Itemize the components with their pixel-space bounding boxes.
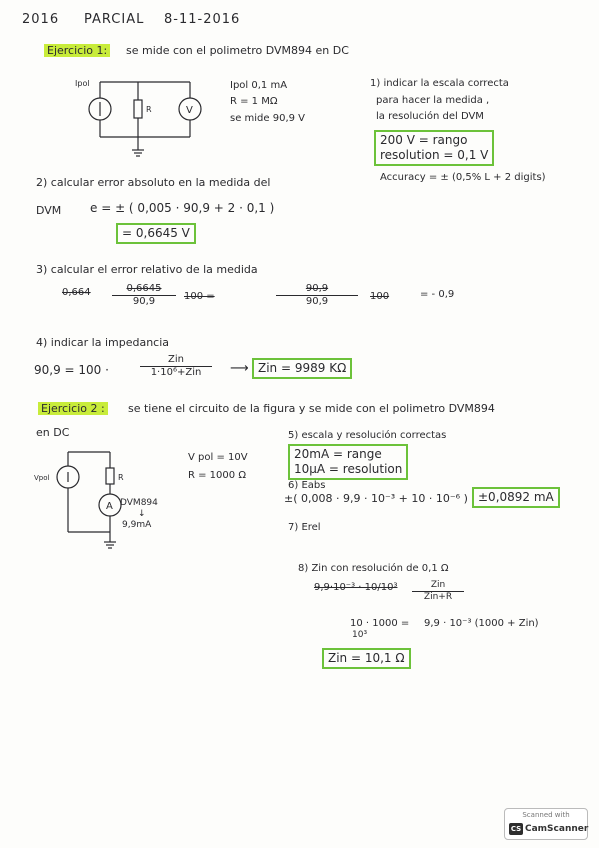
q3-mult-1: 100 = bbox=[184, 291, 215, 302]
q4-lhs: 90,9 = 100 · bbox=[34, 363, 109, 377]
answer-5-range: 20mA = range bbox=[294, 447, 382, 461]
q4-fraction bbox=[140, 354, 212, 379]
q8-question: 8) Zin con resolución de 0,1 Ω bbox=[298, 563, 449, 574]
scanner-brand: CamScanner bbox=[525, 824, 589, 834]
q3-result: = - 0,9 bbox=[420, 289, 455, 300]
q3-fraction-1-den: 90,9 bbox=[132, 296, 156, 307]
dvm-model: DVM894 bbox=[120, 498, 158, 508]
q3-fraction-2-num: 90,9 bbox=[276, 283, 358, 296]
q6-equation: ±( 0,008 · 9,9 · 10⁻³ + 10 · 10⁻⁶ ) bbox=[284, 492, 468, 505]
ej1-given-current: Ipol 0,1 mA bbox=[230, 80, 288, 91]
ej1-given-measurement: se mide 90,9 V bbox=[230, 113, 306, 124]
q6-question: 6) Eabs bbox=[288, 480, 326, 491]
ejercicio-1-tag: Ejercicio 1: bbox=[44, 44, 110, 57]
q3-fraction-1-num: 0,6645 bbox=[112, 283, 176, 296]
answer-6-box: ±0,0892 mA bbox=[472, 487, 560, 508]
q3-question: 3) calcular el error relativo de la medida bbox=[36, 263, 258, 276]
camscanner-watermark bbox=[504, 808, 588, 840]
q4-question: 4) indicar la impedancia bbox=[36, 336, 170, 349]
q3-fraction-2-den: 90,9 bbox=[305, 296, 329, 307]
answer-5-box bbox=[288, 444, 408, 480]
q4-fraction-num: Zin bbox=[140, 354, 212, 367]
q5-question: 5) escala y resolución correctas bbox=[288, 430, 447, 441]
camscanner-logo-icon: CS bbox=[510, 825, 522, 833]
dvm-arrow-icon: ↓ bbox=[138, 509, 146, 519]
circuit-1-source-label: Ipol bbox=[75, 79, 90, 88]
circuit-2-resistor-label: R bbox=[118, 473, 124, 482]
header-exam: PARCIAL bbox=[84, 12, 145, 27]
ej2-given-vpol: V pol = 10V bbox=[188, 452, 248, 463]
header-date: 8-11-2016 bbox=[164, 12, 241, 27]
accuracy-spec: Accuracy = ± (0,5% L + 2 digits) bbox=[380, 172, 546, 183]
q8-scratch-fraction bbox=[412, 580, 464, 603]
circuit-1-resistor-label: R bbox=[146, 105, 152, 114]
q8-scratch: 9,9·10⁻³ · 10/10³ bbox=[314, 582, 398, 593]
q3-mult-2: 100 bbox=[370, 291, 390, 302]
q1-line-2: para hacer la medida , bbox=[376, 95, 490, 106]
header-year: 2016 bbox=[22, 12, 60, 27]
scanner-label: Scanned with bbox=[522, 811, 570, 819]
ejercicio-2-tag: Ejercicio 2 : bbox=[38, 402, 108, 415]
q8-scratch-den: Zin+R bbox=[423, 592, 453, 602]
ejercicio-2-statement: se tiene el circuito de la figura y se mide con el polimetro DVM894 bbox=[128, 402, 495, 415]
dvm-reading: 9,9mA bbox=[122, 520, 152, 530]
circuit-diagram-1 bbox=[75, 72, 220, 172]
circuit-1-meter-label: V bbox=[186, 105, 193, 116]
ejercicio-2-statement-2: en DC bbox=[36, 426, 70, 439]
ej1-given-resistance: R = 1 MΩ bbox=[230, 96, 278, 107]
answer-5-resolution: 10μA = resolution bbox=[294, 462, 403, 476]
q8-rhs: 9,9 · 10⁻³ (1000 + Zin) bbox=[424, 618, 539, 629]
arrow-icon: ⟶ bbox=[230, 361, 249, 376]
q7-question: 7) Erel bbox=[288, 522, 321, 533]
q8-scratch-num: Zin bbox=[412, 580, 464, 592]
answer-1-range: 200 V = rango bbox=[380, 133, 468, 147]
ej2-given-r: R = 1000 Ω bbox=[188, 470, 246, 481]
answer-2-box: = 0,6645 V bbox=[116, 223, 196, 244]
q8-exponent: 10³ bbox=[352, 630, 368, 640]
q3-fraction-2 bbox=[276, 283, 358, 308]
answer-1-box bbox=[374, 130, 494, 166]
q8-lhs: 10 · 1000 = bbox=[350, 618, 410, 629]
q1-line-3: la resolución del DVM bbox=[376, 111, 484, 122]
ejercicio-1-statement: se mide con el polimetro DVM894 en DC bbox=[126, 44, 349, 57]
answer-1-resolution: resolution = 0,1 V bbox=[380, 148, 489, 162]
q3-scratch: 0,664 bbox=[62, 287, 91, 298]
q1-line-1: 1) indicar la escala correcta bbox=[370, 78, 509, 89]
circuit-2-source-label: Vpol bbox=[34, 474, 50, 482]
circuit-2-meter-label: A bbox=[106, 501, 113, 512]
q3-fraction-1 bbox=[112, 283, 176, 308]
answer-8-box: Zin = 10,1 Ω bbox=[322, 648, 411, 669]
q2-line-2: DVM bbox=[36, 204, 62, 217]
q4-fraction-den: 1·10⁶+Zin bbox=[150, 367, 202, 378]
q2-equation: e = ± ( 0,005 · 90,9 + 2 · 0,1 ) bbox=[90, 201, 275, 215]
answer-4-box: Zin = 9989 KΩ bbox=[252, 358, 352, 379]
q2-line-1: 2) calcular error absoluto en la medida del bbox=[36, 176, 271, 189]
